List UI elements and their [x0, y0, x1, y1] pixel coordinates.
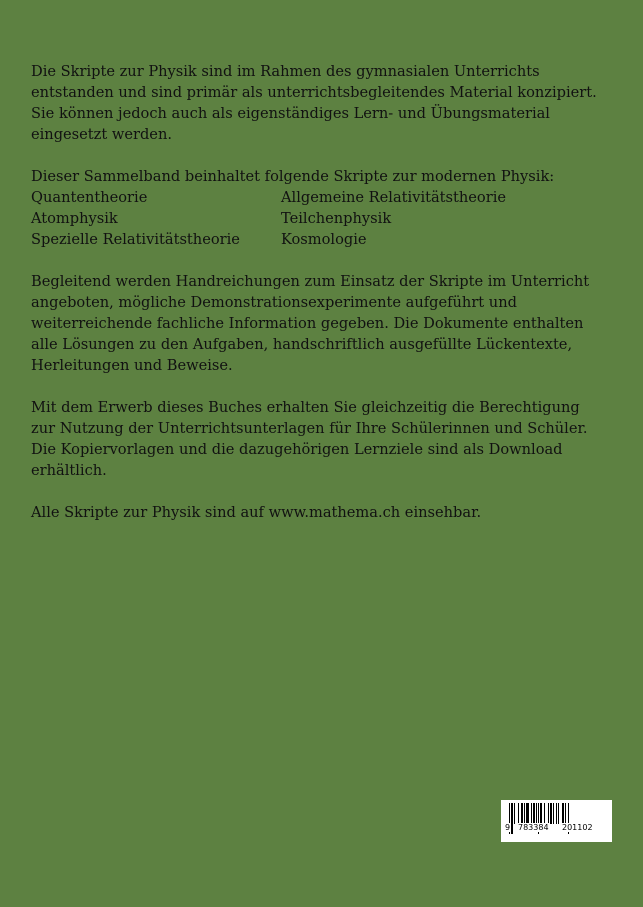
barcode-bar [511, 803, 513, 834]
handouts-paragraph: Begleitend werden Handreichungen zum Einsatz der Skripte im Unterricht angeboten, mögliche Demonstrationsexperimente aufgeführt und weiterreichende fachliche Information gegeben. Die Dokumente enthalten alle Lösungen zu den Aufgaben, handschriftlich ausgefüllte Lückentexte, Herleitungen und Beweise. [31, 273, 590, 374]
intro-paragraph: Die Skripte zur Physik sind im Rahmen des gymnasialen Unterrichts entstanden und sind primär als unterrichtsbegleitendes Material konzipiert. Sie können jedoch auch als eigenständiges Lern- und Übungsmaterial eingesetzt werden. [31, 63, 597, 143]
barcode-bar [533, 803, 535, 824]
barcode-bar [553, 803, 554, 824]
website-paragraph: Alle Skripte zur Physik sind auf www.mathema.ch einsehbar. [31, 504, 482, 521]
barcode-bar [544, 803, 545, 824]
license-paragraph: Mit dem Erwerb dieses Buches erhalten Sie gleichzeitig die Berechtigung zur Nutzung der Unterrichtsunterlagen für Ihre Schülerinnen und Schüler. Die Kopiervorlagen und die dazugehörigen Lernziele sind als Download erhältlich. [31, 399, 588, 479]
barcode-bar [524, 803, 525, 824]
script-item: Quantentheorie [31, 189, 148, 206]
blurb-text [31, 61, 606, 544]
barcode-bar [550, 803, 552, 824]
barcode-bar [526, 803, 529, 824]
barcode-digits-left: 783384 [518, 823, 549, 832]
script-item: Teilchenphysik [281, 210, 392, 227]
barcode-bar [548, 803, 549, 824]
collection-intro: Dieser Sammelband beinhaltet folgende Skripte zur modernen Physik: [31, 168, 555, 185]
barcode-digit-first: 9 [505, 823, 511, 832]
script-item: Atomphysik [31, 210, 118, 227]
barcode-bar [558, 803, 559, 824]
barcode-bar [562, 803, 564, 824]
barcode-bar [518, 803, 519, 824]
barcode-bar [536, 803, 537, 824]
barcode-bar [521, 803, 523, 824]
script-item: Spezielle Relativitätstheorie [31, 231, 240, 248]
barcode-bar [556, 803, 557, 824]
script-list [31, 187, 606, 250]
isbn-barcode [501, 800, 612, 842]
script-item: Allgemeine Relativitätstheorie [281, 189, 506, 206]
barcode-bar [565, 803, 566, 824]
barcode-bar [540, 803, 542, 824]
script-item: Kosmologie [281, 231, 367, 248]
barcode-bar [531, 803, 532, 824]
barcode-digits-right: 201102 [562, 823, 593, 832]
barcode-bars [501, 800, 612, 842]
barcode-bar [514, 803, 515, 824]
